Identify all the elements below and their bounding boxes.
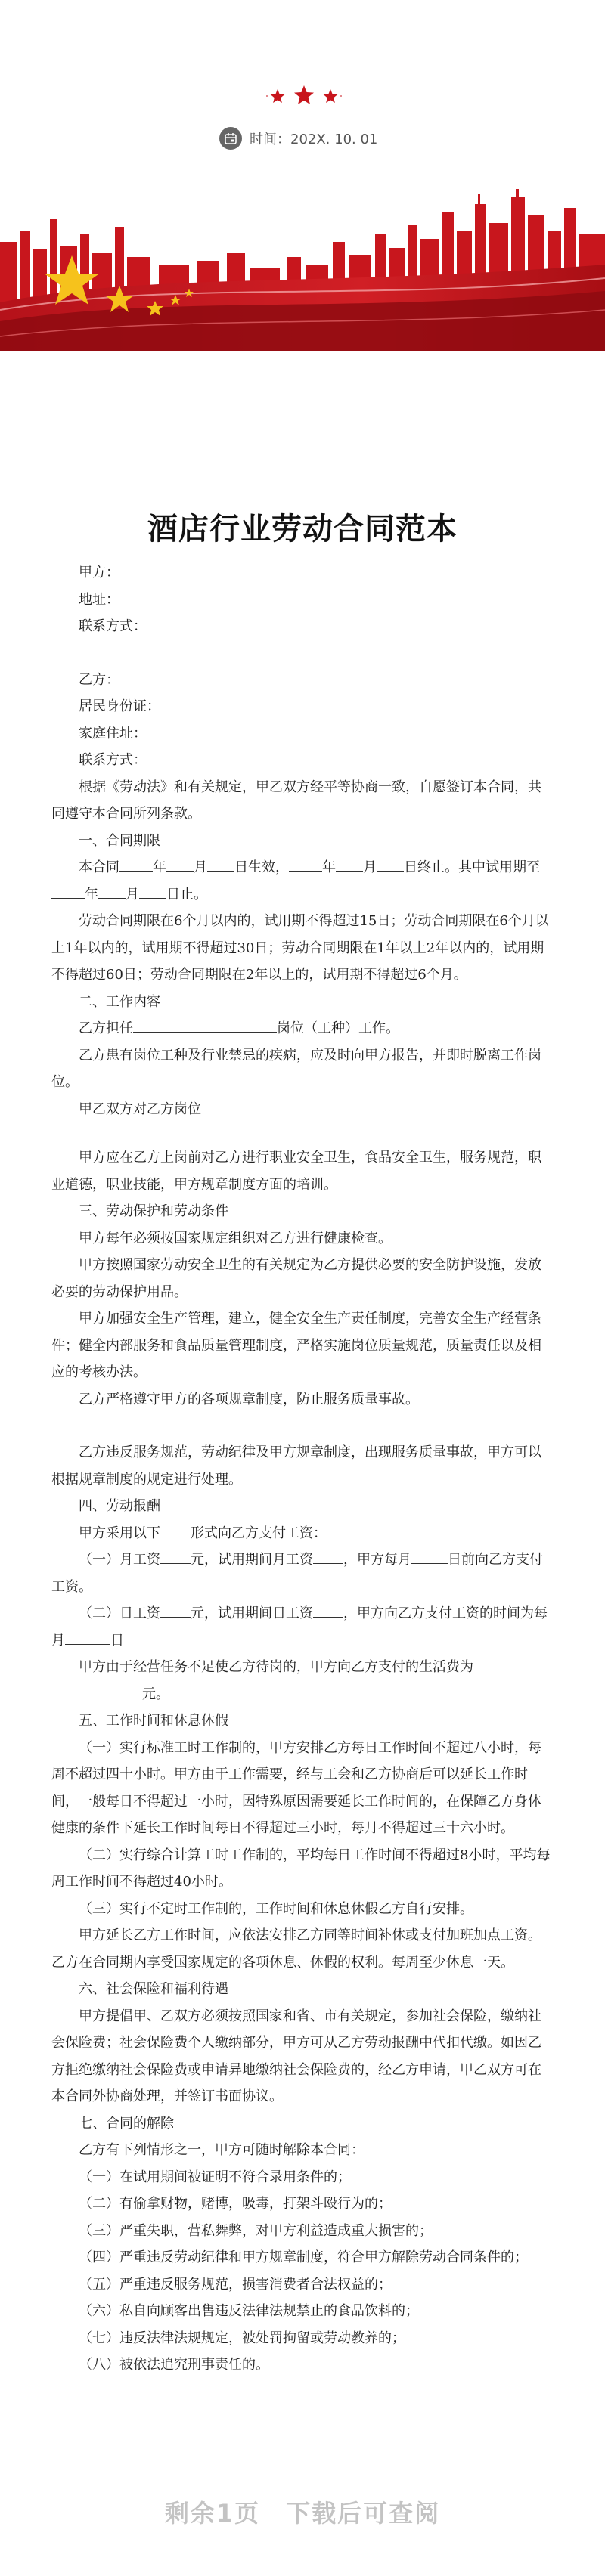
position-agreement-paragraph: 甲乙双方对乙方岗位 [79, 1101, 201, 1117]
star-icon [271, 89, 285, 103]
daily-wage-paragraph: （二）日工资 元，试用期间日工资 ，甲方向乙方支付工资的时间为每月 日 [51, 1600, 554, 1654]
star-icon [324, 89, 338, 103]
party-a-address: 地址： [79, 591, 119, 608]
star-icon [294, 85, 314, 104]
contract-body [51, 559, 554, 2379]
section-heading: 六、社会保险和福利待遇 [79, 1981, 228, 1997]
party-b-address: 家庭住址： [79, 725, 147, 742]
social-insurance-paragraph: 甲方提倡甲、乙双方必须按照国家和省、市有关规定，参加社会保险，缴纳社会保险费；社会保险费个人缴纳部分，甲方可从乙方劳动报酬中代扣代缴。如因乙方拒绝缴纳社会保险费或申请异地缴纳社会保险费的，经乙方申请，甲乙双方可在本合同外协商处理，并签订书面协议。 [51, 2008, 541, 2104]
standard-hours-paragraph: （一）实行标准工时工作制的，甲方安排乙方每日工作时间不超过八小时，每周不超过四十小时。甲方由于工作需要，经与工会和乙方协商后可以延长工作时间，一般每日不得超过一小时，因特殊原因需要延长工作时间的，在保障乙方身体健康的条件下延长工作时间每日不得超过三小时，每月不得超过三十六小时。 [51, 1739, 541, 1836]
party-b-contact: 联系方式： [79, 752, 147, 768]
list-item: （六）私自向顾客出售违反法律法规禁止的食品饮料的； [79, 2303, 419, 2319]
standby-allowance-paragraph: 甲方由于经营任务不足使乙方待岗的，甲方向乙方支付的生活费为元。 [51, 1654, 554, 1708]
party-b-name: 乙方： [79, 671, 119, 688]
rules-compliance-paragraph: 乙方严格遵守甲方的各项规章制度，防止服务质量事故。 [79, 1391, 419, 1407]
time-row [219, 127, 377, 150]
disease-report-paragraph: 乙方患有岗位工种及行业禁忌的疾病，应及时向甲方报告，并即时脱离工作岗位。 [51, 1047, 541, 1090]
publish-time: 时间：202X. 10. 01 [250, 132, 378, 147]
section-heading: 五、工作时间和休息休假 [79, 1713, 228, 1729]
party-b-id: 居民身份证： [79, 698, 160, 714]
training-paragraph: 甲方应在乙方上岗前对乙方进行职业安全卫生，食品安全卫生，服务规范，职业道德，职业技能，甲方规章制度方面的培训。 [51, 1150, 541, 1193]
violation-paragraph: 乙方违反服务规范，劳动纪律及甲方规章制度，出现服务质量事故，甲方可以根据规章制度的规定进行处理。 [51, 1444, 541, 1488]
list-item: （四）严重违反劳动纪律和甲方规章制度，符合甲方解除劳动合同条件的； [79, 2249, 528, 2265]
calendar-icon [219, 127, 242, 150]
document-title: 酒店行业劳动合同范本 [147, 511, 458, 546]
list-item: （八）被依法追究刑事责任的。 [79, 2357, 269, 2373]
job-position-paragraph: 乙方担任 岗位（工种）工作。 [51, 1015, 554, 1042]
intro-paragraph: 根据《劳动法》和有关规定，甲乙双方经平等协商一致，自愿签订本合同，共同遵守本合同所列条款。 [51, 779, 541, 822]
list-item: （三）严重失职，营私舞弊，对甲方利益造成重大损害的； [79, 2222, 433, 2239]
city-skyline-banner [0, 189, 605, 351]
list-item: （七）违反法律法规规定，被处罚拘留或劳动教养的； [79, 2330, 405, 2346]
section-heading: 七、合同的解除 [79, 2115, 174, 2132]
flexible-hours-paragraph: （三）实行不定时工作制的，工作时间和休息休假乙方自行安排。 [79, 1900, 473, 1917]
list-item: （二）有偷拿财物，赌博，吸毒，打架斗殴行为的； [79, 2196, 392, 2212]
section-heading: 四、劳动报酬 [79, 1498, 160, 1514]
stars-decoration [266, 85, 342, 107]
section-heading: 一、合同期限 [79, 832, 160, 849]
section-heading: 二、工作内容 [79, 993, 160, 1010]
termination-intro: 乙方有下列情形之一，甲方可随时解除本合同： [79, 2142, 365, 2158]
overtime-paragraph: 甲方延长乙方工作时间，应依法安排乙方同等时间补休或支付加班加点工资。乙方在合同期内享受国家规定的各项休息、休假的权利。每周至少休息一天。 [51, 1927, 541, 1971]
party-a-name: 甲方： [79, 565, 119, 581]
download-to-read-more-button[interactable]: 剩余1页 下载后可查阅 [164, 2499, 441, 2528]
contract-term-paragraph: 本合同 年 月 日生效， 年 月 日终止。其中试用期至年 月 日止。 [51, 854, 554, 908]
safety-management-paragraph: 甲方加强安全生产管理，建立，健全安全生产责任制度，完善安全生产经营条件；健全内部服务和食品质量管理制度，严格实施岗位质量规范，质量责任以及相应的考核办法。 [51, 1311, 541, 1380]
safety-equipment-paragraph: 甲方按照国家劳动安全卫生的有关规定为乙方提供必要的安全防护设施，发放必要的劳动保护用品。 [51, 1257, 541, 1300]
wage-form-paragraph: 甲方采用以下 形式向乙方支付工资： [51, 1520, 554, 1547]
section-heading: 三、劳动保护和劳动条件 [79, 1203, 228, 1219]
health-check-paragraph: 甲方每年必须按国家规定组织对乙方进行健康检查。 [79, 1230, 392, 1246]
monthly-wage-paragraph: （一）月工资 元，试用期间月工资 ，甲方每月 日前向乙方支付工资。 [51, 1547, 554, 1600]
party-a-contact: 联系方式： [79, 618, 147, 634]
list-item: （一）在试用期间被证明不符合录用条件的； [79, 2169, 351, 2185]
comprehensive-hours-paragraph: （二）实行综合计算工时工作制的，平均每日工作时间不得超过8小时，平均每周工作时间不得超过40小时。 [51, 1847, 551, 1890]
header-banner [0, 0, 605, 355]
list-item: （五）严重违反服务规范，损害消费者合法权益的； [79, 2276, 392, 2293]
probation-paragraph: 劳动合同期限在6个月以内的，试用期不得超过15日；劳动合同期限在6个月以上1年以内的，试用期不得超过30日；劳动合同期限在1年以上2年以内的，试用期不得超过60日；劳动合同期限在2年以上的，试用期不得超过6个月。 [51, 913, 549, 983]
